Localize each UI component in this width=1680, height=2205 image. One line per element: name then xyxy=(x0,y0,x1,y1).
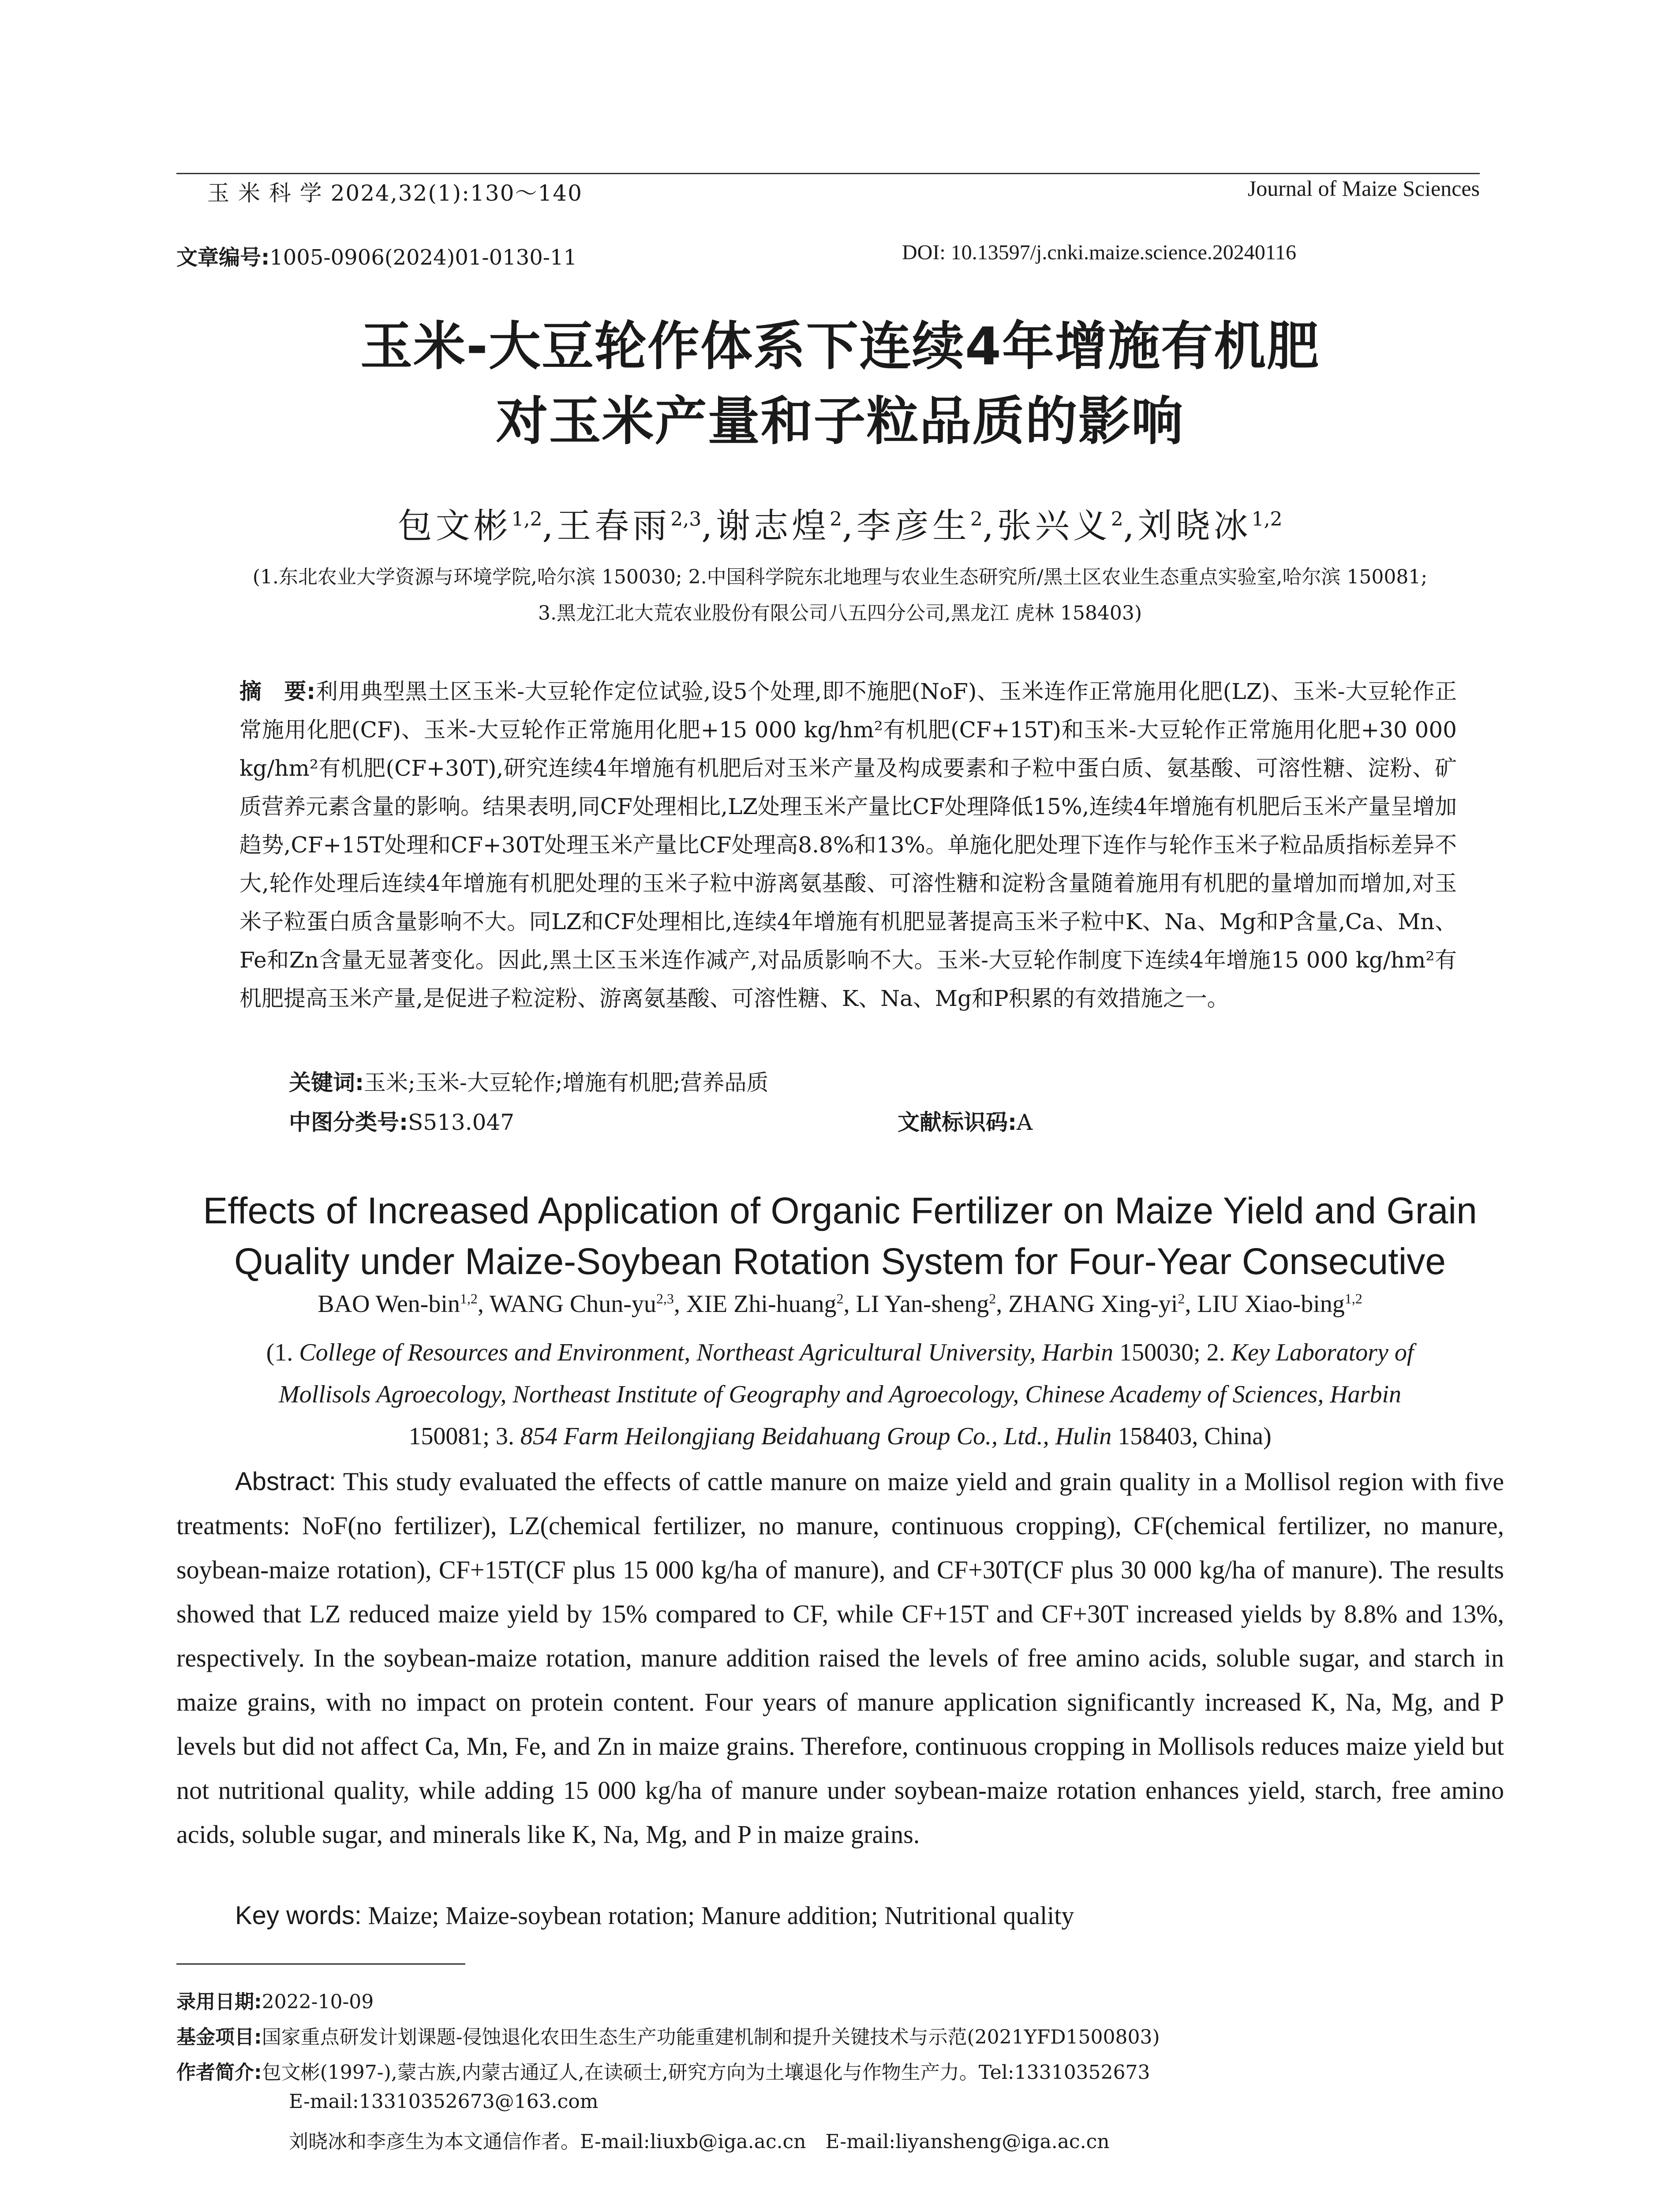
classification-label: 中图分类号: xyxy=(289,1110,408,1135)
keywords-chinese-label: 关键词: xyxy=(289,1070,364,1095)
affiliation-number: (1. xyxy=(266,1339,299,1366)
author-bio-label: 作者简介: xyxy=(176,2061,262,2084)
author-name: 张兴义 xyxy=(997,506,1111,546)
author-name: BAO Wen-bin xyxy=(318,1290,460,1318)
document-code xyxy=(898,1105,1033,1136)
abstract-chinese-text: 利用典型黑土区玉米-大豆轮作定位试验,设5个处理,即不施肥(NoF)、玉米连作正常施用化肥(LZ)、玉米-大豆轮作正常施用化肥(CF)、玉米-大豆轮作正常施用化肥+15 000 kg/hm²有机肥(CF+15T)和玉米-大豆轮作正常施用化肥+30 000 kg/hm²有机肥(CF+30T),研究连续4年增施有机肥后对玉米产量及构成要素和子粒中蛋白质、氨基酸、可溶性糖、淀粉、矿质营养元素含量的影响。结果表明,同CF处理相比,LZ处理玉米产量比CF处理降低15%,连续4年增施有机肥后玉米产量呈增加趋势,CF+15T处理和CF+30T处理玉米产量比CF处理高8.8%和13%。单施化肥处理下连作与轮作玉米子粒品质指标差异不大,轮作处理后连续4年增施有机肥处理的玉米子粒中游离氨基酸、可溶性糖和淀粉含量随着施用有机肥的量增加而增加,对玉米子粒蛋白质含量影响不大。同LZ和CF处理相比,连续4年增施有机肥显著提高玉米子粒中K、Na、Mg和P含量,Ca、Mn、Fe和Zn含量无显著变化。因此,黑土区玉米连作减产,对品质影响不大。玉米-大豆轮作制度下连续4年增施15 000 kg/hm²有机肥提高玉米产量,是促进子粒淀粉、游离氨基酸、可溶性糖、K、Na、Mg和P积累的有效措施之一。 xyxy=(239,679,1457,1011)
title-chinese xyxy=(0,309,1680,459)
title-english xyxy=(0,1185,1680,1287)
footnote-email: E-mail:13310352673@163.com xyxy=(289,2090,599,2113)
footnote-author xyxy=(176,2055,1150,2090)
keywords-chinese xyxy=(289,1065,768,1097)
author-name: XIE Zhi-huang xyxy=(686,1290,837,1318)
received-date: 2022-10-09 xyxy=(262,1991,374,2013)
classification-number xyxy=(289,1105,514,1136)
authors-chinese: 包文彬$^{1,2}$,王春雨$^{2,3}$,谢志煌$^2$,李彦生$^2$,张兴义$^2$,刘晓冰$^{1,2}$ xyxy=(397,506,1283,546)
title-english-line: Effects of Increased Application of Organic Fertilizer on Maize Yield and Grain xyxy=(203,1190,1477,1231)
affiliation-line: (1.东北农业大学资源与环境学院,哈尔滨 150030; 2.中国科学院东北地理与农业生态研究所/黑土区农业生态重点实验室,哈尔滨 150081; xyxy=(252,566,1428,588)
author-affil-sup: 1,2 xyxy=(460,1290,478,1307)
affiliation-line xyxy=(0,1416,1680,1458)
title-chinese-line: 玉米-大豆轮作体系下连续4年增施有机肥 xyxy=(360,316,1320,377)
document-code-label: 文献标识码: xyxy=(898,1110,1017,1135)
article-number xyxy=(176,240,577,271)
keywords-english-label: Key words: xyxy=(235,1901,362,1930)
abstract-chinese xyxy=(239,673,1457,1018)
fund-text: 国家重点研发计划课题-侵蚀退化农田生态生产功能重建机制和提升关键技术与示范(2021YFD1500803) xyxy=(262,2026,1160,2048)
running-header-right: Journal of Maize Sciences xyxy=(1247,176,1480,201)
footnote-rule xyxy=(176,1963,465,1965)
author-affil-sup: 1,2 xyxy=(1344,1290,1362,1307)
running-header-left: 玉 米 科 学 2024,32(1):130～140 xyxy=(207,180,583,206)
author-affil-sup: 2 xyxy=(836,1290,844,1307)
article-number-value: 1005-0906(2024)01-0130-11 xyxy=(269,245,577,270)
affiliation-line xyxy=(0,1332,1680,1374)
authors-english: BAO Wen-bin$^{1,2}$, WANG Chun-yu$^{2,3}$, XIE Zhi-huang$^2$, LI Yan-sheng$^2$, ZHANG Xing-$yi^2$, LIU Xiao-bing$^{1,2}$ xyxy=(318,1290,1362,1318)
author-name: LIU Xiao-bing xyxy=(1197,1290,1345,1318)
affiliations-chinese xyxy=(0,559,1680,632)
article-number-label: 文章编号: xyxy=(176,245,270,270)
affiliation-2-cont: Mollisols Agroecology, Northeast Institute of Geography and Agroecology, Chinese Academy of Sciences, Harbin xyxy=(278,1381,1402,1408)
author-affil-sup: 2 xyxy=(970,508,983,531)
classification-value: S513.047 xyxy=(408,1110,515,1135)
author-bio-text: 包文彬(1997-),蒙古族,内蒙古通辽人,在读硕士,研究方向为土壤退化与作物生产力。Tel:13310352673 xyxy=(262,2061,1150,2084)
author-affil-sup: 2,3 xyxy=(656,1290,674,1307)
author-name: ZHANG Xing-yi xyxy=(1008,1290,1178,1318)
author-affil-sup: 1,2 xyxy=(1251,508,1283,531)
abstract-english xyxy=(176,1460,1504,1857)
received-label: 录用日期: xyxy=(176,1991,262,2013)
affiliation-postcode: 150030; 2. xyxy=(1113,1339,1231,1366)
header-rule xyxy=(176,173,1480,174)
title-english-line: Quality under Maize-Soybean Rotation System for Four-Year Consecutive xyxy=(234,1241,1446,1282)
affiliation-line: 3.黑龙江北大荒农业股份有限公司八五四分公司,黑龙江 虎林 158403) xyxy=(538,602,1142,624)
footnote-correspondence: 刘晓冰和李彦生为本文通信作者。E-mail:liuxb@iga.ac.cn E-mail:liyansheng@iga.ac.cn xyxy=(289,2130,1110,2153)
author-name: 王春雨 xyxy=(557,506,671,546)
affiliations-english xyxy=(0,1332,1680,1458)
abstract-english-text: This study evaluated the effects of cattle manure on maize yield and grain quality in a Mollisol region with five treatments: NoF(no fertilizer), LZ(chemical fertilizer, no manure, continuous cropping), CF(chemical fertilizer, no manure, soybean-maize rotation), CF+15T(CF plus 15 000 kg/ha of manure), and CF+30T(CF plus 30 000 kg/ha of manure). The results showed that LZ reduced maize yield by 15% compared to CF, while CF+15T and CF+30T increased yields by 8.8% and 13%, respectively. In the soybean-maize rotation, manure addition raised the levels of free amino acids, soluble sugar, and starch in maize grains, with no impact on protein content. Four years of manure application significantly increased K, Na, Mg, and P levels but did not affect Ca, Mn, Fe, and Zn in maize grains. Therefore, continuous cropping in Mollisols reduces maize yield but not nutritional quality, while adding 15 000 kg/ha of manure under soybean-maize rotation enhances yield, starch, free amino acids, soluble sugar, and minerals like K, Na, Mg, and P in maize grains. xyxy=(176,1467,1504,1849)
author-affil-sup: 2 xyxy=(1111,508,1123,531)
keywords-chinese-text: 玉米;玉米-大豆轮作;增施有机肥;营养品质 xyxy=(364,1070,769,1095)
author-affil-sup: 2,3 xyxy=(670,508,702,531)
keywords-english-text: Maize; Maize-soybean rotation; Manure addition; Nutritional quality xyxy=(368,1901,1074,1930)
abstract-chinese-label: 摘 要: xyxy=(239,679,316,704)
author-name: 刘晓冰 xyxy=(1137,506,1252,546)
author-affil-sup: 2 xyxy=(989,1290,996,1307)
affiliation-3: 854 Farm Heilongjiang Beidahuang Group Co., Ltd., Hulin xyxy=(520,1423,1112,1450)
affiliation-postcode: 150081; 3. xyxy=(408,1423,520,1450)
fund-label: 基金项目: xyxy=(176,2026,262,2048)
author-name: 谢志煌 xyxy=(716,506,830,546)
author-name: 李彦生 xyxy=(856,506,970,546)
author-affil-sup: 2 xyxy=(830,508,842,531)
author-name: LI Yan-sheng xyxy=(856,1290,989,1318)
author-name: 包文彬 xyxy=(397,506,512,546)
affiliation-1: College of Resources and Environment, Northeast Agricultural University, Harbin xyxy=(299,1339,1114,1366)
keywords-english xyxy=(235,1901,1074,1930)
author-name: WANG Chun-yu xyxy=(489,1290,656,1318)
author-affil-sup: 2 xyxy=(1178,1290,1185,1307)
doi: DOI: 10.13597/j.cnki.maize.science.20240116 xyxy=(902,241,1296,264)
affiliation-2: Key Laboratory of xyxy=(1231,1339,1414,1366)
footnote-fund xyxy=(176,2020,1160,2055)
abstract-english-label: Abstract: xyxy=(235,1467,336,1496)
title-chinese-line: 对玉米产量和子粒品质的影响 xyxy=(496,391,1184,452)
affiliation-line xyxy=(0,1374,1680,1416)
author-affil-sup: 1,2 xyxy=(511,508,543,531)
affiliation-postcode: 158403, China) xyxy=(1111,1423,1272,1450)
document-code-value: A xyxy=(1017,1110,1033,1135)
footnote-received xyxy=(176,1984,374,2020)
